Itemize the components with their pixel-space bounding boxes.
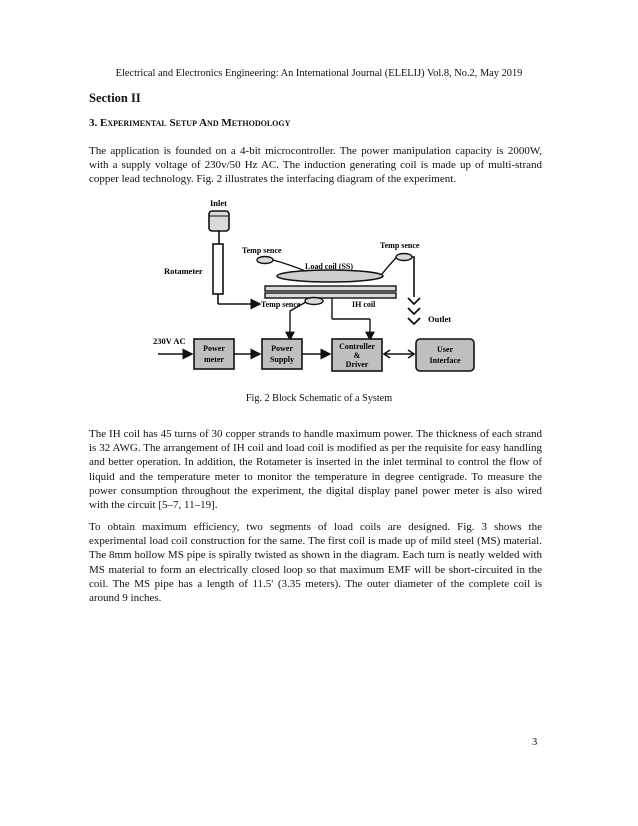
supply-label: 230V AC <box>153 336 186 346</box>
temp-sensor-left-label: Temp sence <box>242 246 282 255</box>
running-header: Electrical and Electronics Engineering: An International Journal (ELELIJ) Vol.8, No.2, May 2019 <box>115 68 523 79</box>
outlet-arrow-icon <box>408 298 420 324</box>
load-coil-label: Load coil (SS) <box>305 262 354 271</box>
figure-caption: Fig. 2 Block Schematic of a System <box>245 393 393 404</box>
user-interface-block <box>416 339 474 371</box>
temp-sensor-bottom-label: Temp sence <box>261 300 301 309</box>
temp-sensor-right-label: Temp sence <box>380 241 420 250</box>
controller-label-2: & <box>353 351 361 360</box>
temp-sensor-bottom <box>305 298 323 305</box>
user-interface-label-2: Interface <box>429 356 461 365</box>
power-supply-label-2: Supply <box>269 355 295 364</box>
controller-label-3: Driver <box>345 360 369 369</box>
rotameter-label: Rotameter <box>164 266 203 276</box>
outlet-label: Outlet <box>428 314 452 324</box>
ih-coil-bottom <box>265 293 396 298</box>
page-number: 3 <box>532 737 538 748</box>
temp-sensor-left <box>257 257 273 264</box>
paragraph-intro: The application is founded on a 4-bit microcontroller. The power manipulation capacity is 2000W, with a supply voltage of 230v/50 Hz AC. The induction generating coil is made up of multi-strand copper lead technology. Fig. 2 illustrates the interfacing diagram of the experiment. <box>89 145 542 186</box>
user-interface-label-1: User <box>437 345 453 354</box>
power-meter-label-1: Power <box>203 344 225 353</box>
paragraph-load-coil: To obtain maximum efficiency, two segments of load coils are designed. Fig. 3 shows the experimental load coil construction for the same. The first coil is made up of mild steel (MS) material. The 8mm hollow MS pipe is spirally twisted as shown in the diagram. Each turn is neatly welded with MS material to form an electrically closed loop so that maximum EMF will be short-circuited in the coil. The MS pipe has a length of 11.5' (3.35 meters). The outer diameter of the complete coil is around 9 inches. <box>89 521 542 605</box>
subsection-title: 3. Experimental Setup And Methodology <box>89 117 291 129</box>
power-meter-label-2: meter <box>204 355 224 364</box>
paragraph-ih-coil: The IH coil has 45 turns of 30 copper strands to handle maximum power. The thickness of each strand is 32 AWG. The arrangement of IH coil and load coil is modified as per the requisite for easy handling and better operation. In addition, the Rotameter is inserted in the inlet terminal to control the flow of liquid and the temperature meter to monitor the temperature in degree centigrade. To measure the power consumption throughout the experiment, the digital display panel power meter is also wired with the circuit [5–7, 11–19]. <box>89 428 542 512</box>
rotameter <box>213 244 223 294</box>
inlet-label: Inlet <box>210 198 227 208</box>
inlet-tank <box>209 211 229 231</box>
block-schematic-diagram <box>150 194 490 382</box>
power-supply-label-1: Power <box>271 344 293 353</box>
controller-label-1: Controller <box>339 342 375 351</box>
block-schematic-figure <box>150 194 490 382</box>
ih-coil-top <box>265 286 396 291</box>
load-coil <box>277 270 383 282</box>
section-title: Section II <box>89 91 141 105</box>
temp-sensor-right <box>396 254 412 261</box>
ih-coil-label: IH coil <box>352 300 376 309</box>
